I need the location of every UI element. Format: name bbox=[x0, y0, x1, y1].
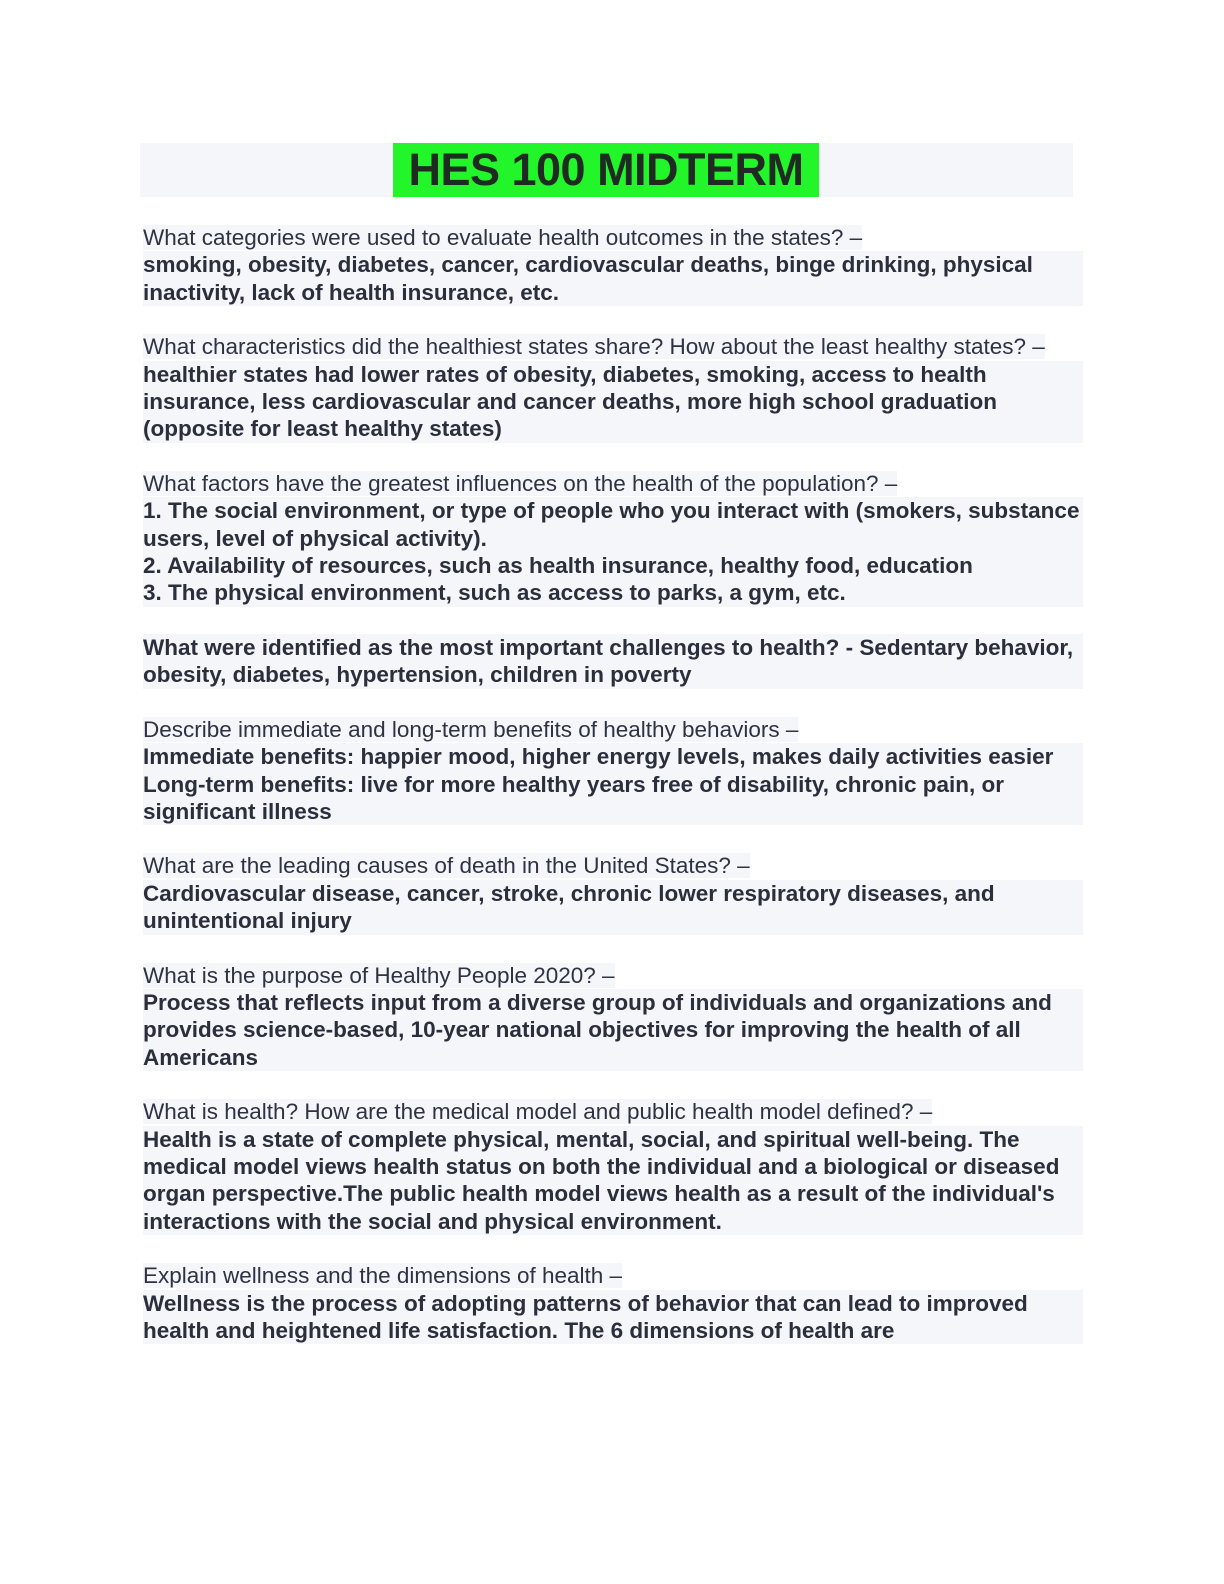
answer-text: Process that reflects input from a diverse group of individuals and organizations and provides science-based, 10-year national objectives for improving the health of all Americans bbox=[143, 989, 1083, 1071]
answer-text: What were identified as the most important challenges to health? - Sedentary behavior, obesity, diabetes, hypertension, children in poverty bbox=[143, 634, 1083, 689]
question-text: What factors have the greatest influences on the health of the population? – bbox=[143, 470, 898, 496]
question-text: What is health? How are the medical model and public health model defined? – bbox=[143, 1099, 933, 1125]
question-text: What categories were used to evaluate health outcomes in the states? – bbox=[143, 225, 863, 250]
qa-item bbox=[143, 1262, 1083, 1344]
answer-text: Wellness is the process of adopting patterns of behavior that can lead to improved health and heightened life satisfaction. The 6 dimensions of health are bbox=[143, 1290, 1083, 1345]
question-text: What is the purpose of Healthy People 2020? – bbox=[143, 962, 615, 988]
qa-item bbox=[143, 634, 1083, 689]
question-text: Explain wellness and the dimensions of health – bbox=[143, 1263, 623, 1289]
qa-item bbox=[143, 333, 1083, 443]
qa-item bbox=[143, 224, 1083, 306]
answer-text: Cardiovascular disease, cancer, stroke, chronic lower respiratory diseases, and unintentional injury bbox=[143, 880, 1083, 935]
answer-text: 1. The social environment, or type of people who you interact with (smokers, substance users, level of physical activity). 2. Availability of resources, such as health insurance, healthy food, education 3. The physical environment, such as access to parks, a gym, etc. bbox=[143, 497, 1083, 607]
answer-text: smoking, obesity, diabetes, cancer, cardiovascular deaths, binge drinking, physical inactivity, lack of health insurance, etc. bbox=[143, 251, 1083, 306]
qa-list bbox=[143, 224, 1083, 1371]
document-title: HES 100 MIDTERM bbox=[393, 143, 819, 197]
qa-item bbox=[143, 470, 1083, 607]
question-text: Describe immediate and long-term benefits of healthy behaviors – bbox=[143, 716, 799, 742]
question-text: What characteristics did the healthiest states share? How about the least healthy states? – bbox=[143, 334, 1045, 360]
qa-item bbox=[143, 1098, 1083, 1235]
qa-item bbox=[143, 962, 1083, 1072]
question-text: What are the leading causes of death in the United States? – bbox=[143, 853, 750, 879]
answer-text: Health is a state of complete physical, mental, social, and spiritual well-being. The medical model views health status on both the individual and a biological or diseased organ perspective.The public health model views health as a result of the individual's interactions with the social and physical environment. bbox=[143, 1126, 1083, 1236]
qa-item bbox=[143, 852, 1083, 934]
answer-text: healthier states had lower rates of obesity, diabetes, smoking, access to health insurance, less cardiovascular and cancer deaths, more high school graduation (opposite for least healthy states) bbox=[143, 361, 1083, 443]
qa-item bbox=[143, 716, 1083, 826]
answer-text: Immediate benefits: happier mood, higher energy levels, makes daily activities easier Long-term benefits: live for more healthy years free of disability, chronic pain, or significant illness bbox=[143, 743, 1083, 825]
